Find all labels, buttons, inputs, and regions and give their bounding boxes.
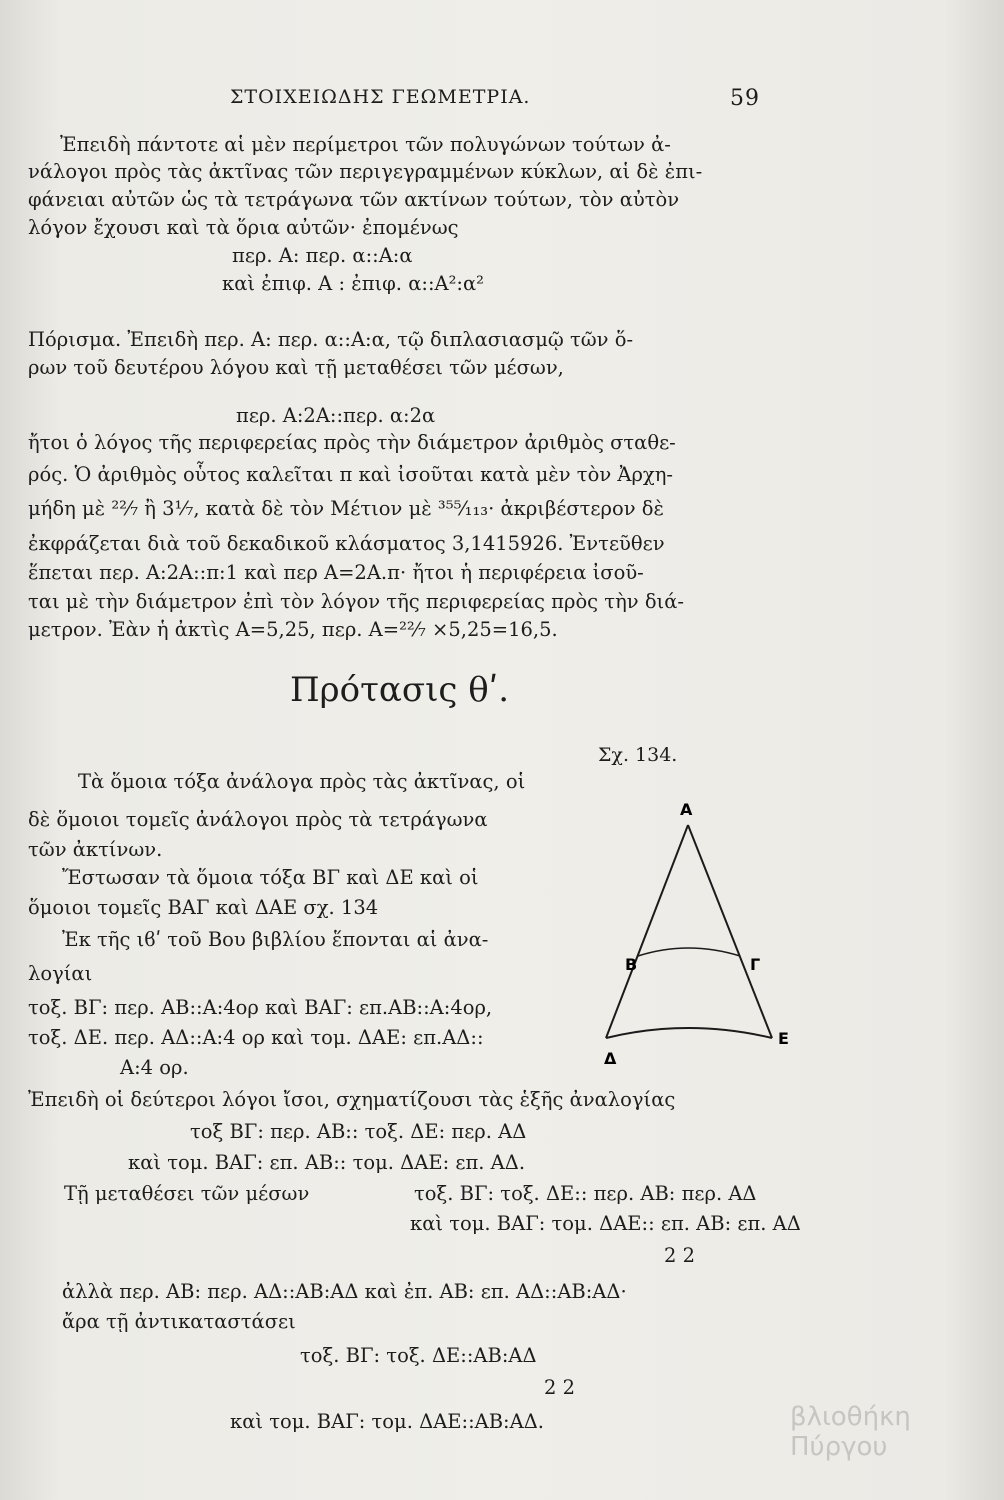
equation: ἀλλὰ περ. ΑΒ: περ. ΑΔ::ΑΒ:ΑΔ καὶ ἐπ. ΑΒ: επ. ΑΔ::ΑΒ:ΑΔ· [62,1280,627,1303]
text-line: ἐκφράζεται διὰ τοῦ δεκαδικοῦ κλάσματος 3,1415926. Ἐντεῦθεν [28,532,665,555]
sector-figure [600,770,810,1070]
formula: καὶ ἐπιφ. Α : ἐπιφ. α::Α²:α² [222,272,484,295]
figure-label: Σχ. 134. [598,744,678,766]
equation: καὶ τομ. ΒΑΓ: επ. ΑΒ:: τομ. ΔΑΕ: επ. ΑΔ. [128,1151,526,1174]
proposition-line: τῶν ἀκτίνων. [28,838,163,861]
proposition-heading: Πρότασις θʹ. [290,670,510,710]
text-line: ἕπεται περ. Α:2Α::π:1 καὶ περ Α=2Α.π· ἤτοι ἡ περιφέρεια ἰσοῦ- [28,561,644,584]
equation: καὶ τομ. ΒΑΓ: τομ. ΔΑΕ::ΑΒ:ΑΔ. [230,1410,544,1433]
equation: καὶ τομ. ΒΑΓ: τομ. ΔΑΕ:: επ. ΑΒ: επ. ΑΔ [410,1212,801,1235]
equation: τοξ. ΒΓ: τοξ. ΔΕ:: περ. ΑΒ: περ. ΑΔ [414,1182,757,1205]
equation: τοξ ΒΓ: περ. ΑΒ:: τοξ. ΔΕ: περ. ΑΔ [190,1120,527,1143]
side-AD [606,825,688,1038]
header-title: ΣΤΟΙΧΕΙΩΔΗΣ ΓΕΩΜΕΤΡΙΑ. [230,86,531,108]
equation: τοξ. ΒΓ: τοξ. ΔΕ::ΑΒ:ΑΔ [300,1344,537,1367]
proof-line: τοξ. ΒΓ: περ. ΑΒ::Α:4ορ καὶ ΒΑΓ: επ.ΑΒ::Α:4ορ, [28,996,493,1019]
point-G: Γ [750,955,761,974]
text-line: Ἐπειδὴ πάντοτε αἱ μὲν περίμετροι τῶν πολυγώνων τούτων ἀ- [60,133,671,156]
point-B: Β [625,955,638,974]
text-line: λόγον ἔχουσι καὶ τὰ ὅρια αὐτῶν· ἐπομένως [28,216,459,239]
exponent-row: 2 2 [544,1376,576,1399]
proof-line: τοξ. ΔΕ. περ. ΑΔ::Α:4 ορ καὶ τομ. ΔΑΕ: επ.ΑΔ:: [28,1026,484,1049]
proof-line: ὅμοιοι τομεῖς ΒΑΓ καὶ ΔΑΕ σχ. 134 [28,896,379,919]
text-line: νάλογοι πρὸς τὰς ἀκτῖνας τῶν περιγεγραμμένων κύκλων, αἱ δὲ ἐπι- [28,160,703,183]
porisma-line: Πόρισμα. Ἐπειδὴ περ. Α: περ. α::Α:α, τῷ διπλασιασμῷ τῶν ὅ- [28,328,634,351]
text-line: ρός. Ὁ ἀριθμὸς οὗτος καλεῖται π καὶ ἰσοῦται κατὰ μὲν τὸν Ἀρχη- [28,463,674,486]
page-number: 59 [730,86,760,111]
arc-DE [606,1028,772,1038]
text-line: ται μὲ τὴν διάμετρον ἐπὶ τὸν λόγον τῆς περιφερείας πρὸς τὴν διά- [28,590,684,613]
proposition-line: δὲ ὅμοιοι τομεῖς ἀνάλογοι πρὸς τὰ τετράγωνα [28,808,488,831]
proof-line: Ἔστωσαν τὰ ὅμοια τόξα ΒΓ καὶ ΔΕ καὶ οἱ [62,866,479,889]
proof-line: Α:4 ορ. [120,1056,189,1079]
text-line: μετρον. Ἐὰν ἡ ἀκτὶς Α=5,25, περ. Α=²²⁄₇ ×5,25=16,5. [28,618,558,641]
equation: ἄρα τῇ ἀντικαταστάσει [62,1310,296,1333]
point-A: Α [680,800,693,819]
arc-BG [638,948,740,956]
proof-line: Ἐκ τῆς ιϐʹ τοῦ Βου βιβλίου ἕπονται αἱ ἀνα- [62,928,489,951]
point-D: Δ [604,1049,617,1068]
exponent-row: 2 2 [664,1244,696,1267]
formula: περ. Α: περ. α::Α:α [232,244,413,267]
porisma-line: ρων τοῦ δευτέρου λόγου καὶ τῇ μεταθέσει τῶν μέσων, [28,356,564,379]
text-line: ἤτοι ὁ λόγος τῆς περιφερείας πρὸς τὴν διάμετρον ἀριθμὸς σταθε- [28,431,676,454]
equation: Τῇ μεταθέσει τῶν μέσων [64,1182,310,1205]
proof-line: λογίαι [28,962,93,985]
conclusion-line: Ἐπειδὴ οἱ δεύτεροι λόγοι ἴσοι, σχηματίζουσι τὰς ἑξῆς ἀναλογίας [28,1088,676,1111]
formula: περ. Α:2Α::περ. α:2α [236,404,436,427]
text-line: φάνειαι αὐτῶν ὡς τὰ τετράγωνα τῶν ακτίνων τούτων, τὸν αὐτὸν [28,188,680,211]
point-E: Ε [778,1029,789,1048]
library-watermark: βλιοθήκη Πύργου [790,1402,911,1462]
side-AE [688,825,772,1038]
proposition-line: Τὰ ὅμοια τόξα ἀνάλογα πρὸς τὰς ἀκτῖνας, οἱ [78,770,526,793]
text-line: μήδη μὲ ²²⁄₇ ἢ 3⅐, κατὰ δὲ τὸν Μέτιον μὲ ³⁵⁵⁄₁₁₃· ἀκριβέστερον δὲ [28,497,664,520]
